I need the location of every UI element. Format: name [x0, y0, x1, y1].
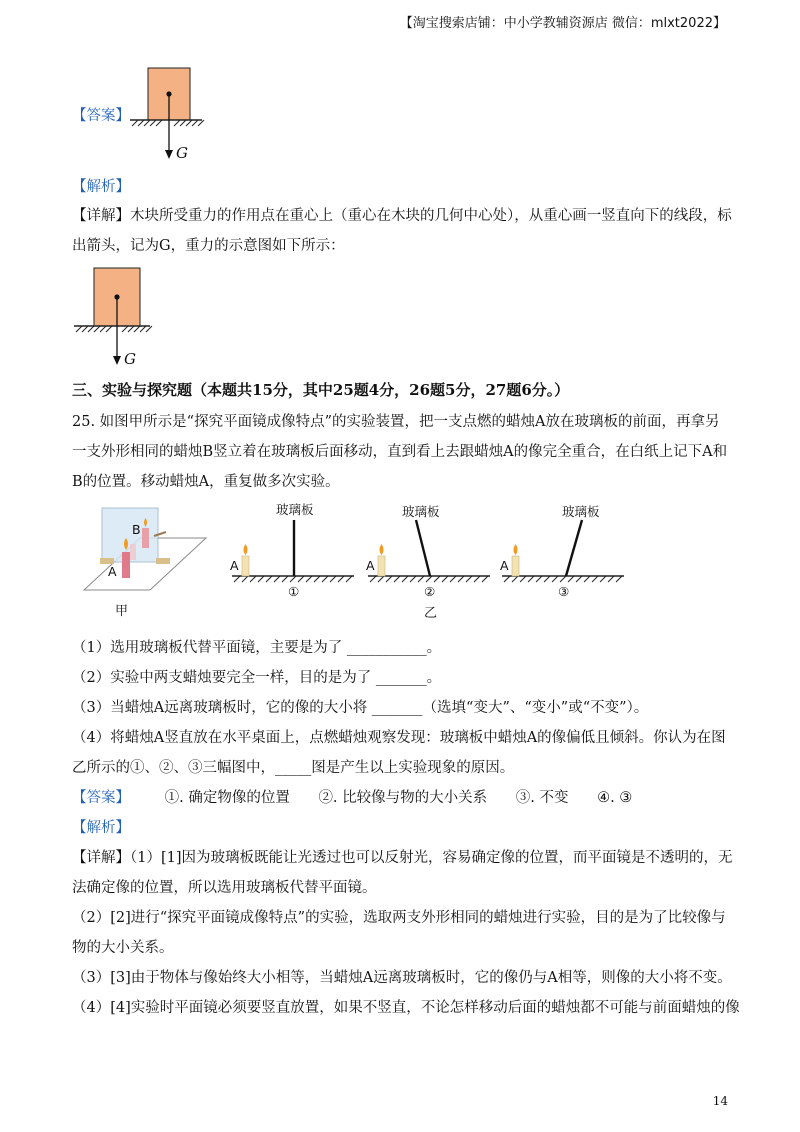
figure-jia-candle-b-label: B	[132, 522, 141, 537]
q25-stem-line-3: B的位置。移动蜡烛A，重复做多次实验。	[72, 474, 340, 490]
panel-1-flame	[244, 544, 248, 555]
gravity-diagram-answer	[120, 62, 220, 172]
analysis-tag-1: 【解析】	[72, 179, 130, 195]
analysis-line-1: 【详解】（1）[1]因为玻璃板既能让光透过也可以反射光，容易确定像的位置，而平面镜是不透明的，无	[72, 850, 733, 866]
force-label-2: G	[124, 350, 136, 368]
q25-sub-4-line-1: （4）将蜡烛A竖直放在水平桌面上，点燃蜡烛观察发现：玻璃板中蜡烛A的像偏低且倾斜。你认为在图	[72, 730, 726, 746]
panel-1-diagram	[228, 518, 358, 588]
detail-1-line-2: 出箭头，记为G，重力的示意图如下所示：	[72, 238, 345, 254]
answer-4: ④. ③	[597, 790, 633, 806]
figure-yi-label: 乙	[424, 606, 438, 621]
panel-3-flame	[514, 544, 518, 555]
analysis-line-6: （4）[4]实验时平面镜必须要竖直放置，如果不竖直，不论怎样移动后面的蜡烛都不可能与前面蜡烛的像	[72, 1000, 740, 1016]
panel-1-candle	[242, 556, 249, 576]
panel-3-glass	[566, 520, 582, 576]
candle-b	[142, 528, 149, 548]
analysis-tag-2: 【解析】	[72, 820, 130, 836]
gravity-arrow-head	[165, 150, 173, 159]
panel-3-glass-label: 玻璃板	[562, 504, 600, 519]
force-label-1: G	[176, 144, 188, 162]
q25-answer-row	[72, 788, 632, 808]
candle-image	[130, 544, 136, 560]
analysis-line-2: 法确定像的位置，所以选用玻璃板代替平面镜。	[72, 880, 377, 896]
panel-1-candle-label: A	[230, 558, 239, 573]
answer-1: ①. 确定物像的位置	[164, 790, 290, 806]
panel-3-diagram	[498, 518, 628, 588]
answer-tag-1: 【答案】	[72, 108, 130, 124]
panel-2-number: ②	[424, 584, 436, 599]
panel-2-flame	[380, 544, 384, 555]
panel-2-candle	[378, 556, 385, 576]
detail-1-line-1: 【详解】木块所受重力的作用点在重心上（重心在木块的几何中心处），从重心画一竖直向下的线段，标	[72, 208, 732, 224]
q25-sub-2: （2）实验中两支蜡烛要完全一样，目的是为了 _______。	[72, 670, 442, 686]
stand-right	[156, 558, 170, 564]
q25-sub-3: （3）当蜡烛A远离玻璃板时，它的像的大小将 _______（选填“变大”、“变小”或“不变”）。	[72, 700, 649, 716]
figure-jia-label: 甲	[115, 604, 129, 619]
header-shop-note: 【淘宝搜索店铺：中小学教辅资源店 微信：mlxt2022】	[399, 16, 726, 31]
panel-1-number: ①	[288, 584, 300, 599]
panel-3-number: ③	[558, 584, 570, 599]
panel-3-candle-label: A	[500, 558, 509, 573]
gravity-arrow-head	[113, 356, 121, 365]
q25-stem-line-2: 一支外形相同的蜡烛B竖立着在玻璃板后面移动，直到看上去跟蜡烛A的像完全重合，在白纸上记下A和	[72, 444, 728, 460]
analysis-line-4: 物的大小关系。	[72, 940, 174, 956]
page-number: 14	[712, 1094, 728, 1108]
panel-2-glass-label: 玻璃板	[402, 504, 440, 519]
panel-1-glass-label: 玻璃板	[276, 502, 314, 517]
panel-2-candle-label: A	[366, 558, 375, 573]
analysis-line-3: （2）[2]进行“探究平面镜成像特点”的实验，选取两支外形相同的蜡烛进行实验，目的是为了比较像与	[72, 910, 726, 926]
answer-tag-2: 【答案】	[72, 790, 130, 806]
candle-a	[122, 552, 130, 578]
q25-sub-1: （1）选用玻璃板代替平面镜，主要是为了 ___________。	[72, 640, 442, 656]
ground-hatch	[132, 120, 204, 126]
figure-jia-candle-a-label: A	[108, 564, 117, 579]
q25-stem-line-1: 25. 如图甲所示是“探究平面镜成像特点”的实验装置，把一支点燃的蜡烛A放在玻璃板的前面，再拿另	[72, 414, 720, 430]
section-3-heading: 三、实验与探究题（本题共15分，其中25题4分，26题5分，27题6分。）	[72, 381, 570, 399]
panel-3-candle	[512, 556, 519, 576]
analysis-line-5: （3）[3]由于物体与像始终大小相等，当蜡烛A远离玻璃板时，它的像仍与A相等，则像的大小将不变。	[72, 970, 732, 986]
q25-sub-4-line-2: 乙所示的①、②、③三幅图中，_____图是产生以上实验现象的原因。	[72, 760, 515, 776]
answer-3: ③. 不变	[515, 790, 569, 806]
answer-2: ②. 比较像与物的大小关系	[318, 790, 488, 806]
panel-2-glass	[416, 520, 430, 576]
ground-hatch	[76, 326, 152, 332]
panel-2-diagram	[364, 518, 494, 588]
figure-jia-apparatus	[70, 500, 210, 600]
